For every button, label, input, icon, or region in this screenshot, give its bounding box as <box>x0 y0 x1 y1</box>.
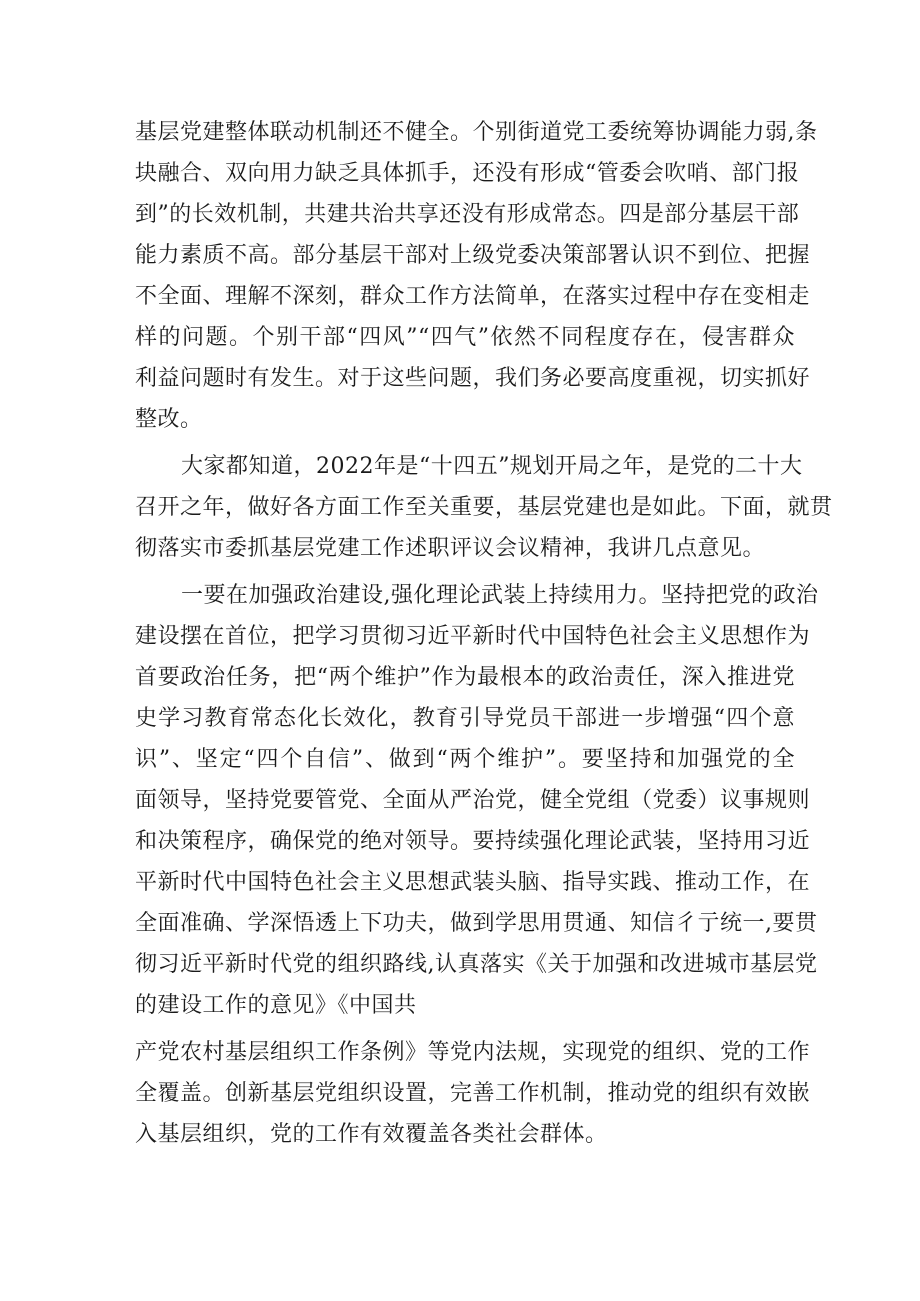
text-line: 入基层组织，党的工作有效覆盖各类社会群体。 <box>135 1122 608 1147</box>
text-line: 彻落实市委抓基层党建工作述职评议会议精神，我讲几点意见。 <box>135 536 766 561</box>
text-line: 识”、坚定“四个自信”、做到“两个维护”。要坚持和加强党的全 <box>135 747 795 772</box>
text-line: 块融合、双向用力缺乏具体抓手，还没有形成“管委会吹哨、部门报 <box>135 161 800 186</box>
text-line: 不全面、理解不深刻，群众工作方法简单，在落实过程中存在变相走 <box>135 284 811 309</box>
text-line: 史学习教育常态化长效化，教育引导党员干部进一步增强“四个意 <box>135 706 795 731</box>
text-line: 和决策程序，确保党的绝对领导。要持续强化理论武装，坚持用习近 <box>135 829 811 854</box>
text-line: 一要在加强政治建设,强化理论武装上持续用力。坚持把党的政治 <box>181 583 819 608</box>
text-line: 建设摆在首位，把学习贯彻习近平新时代中国特色社会主义思想作为 <box>135 624 811 649</box>
paragraph-political-building <box>135 575 819 1026</box>
text-line: 全覆盖。创新基层党组织设置，完善工作机制，推动党的组织有效嵌 <box>135 1081 811 1106</box>
text-line: 整改。 <box>135 407 203 432</box>
text-line: 到”的长效机制，共建共治共享还没有形成常态。四是部分基层干部 <box>135 202 800 227</box>
text-line: 面领导，坚持党要管党、全面从严治党，健全党组（党委）议事规则 <box>135 788 811 813</box>
text-line: 召开之年，做好各方面工作至关重要，基层党建也是如此。下面，就贯 <box>135 495 833 520</box>
document-body <box>135 112 833 1155</box>
text-line: 能力素质不高。部分基层干部对上级党委决策部署认识不到位、把握 <box>135 243 811 268</box>
text-line: 基层党建整体联动机制还不健全。个别街道党工委统筹协调能力弱,条 <box>135 120 818 145</box>
text-line: 首要政治任务，把“两个维护”作为最根本的政治责任，深入推进党 <box>135 665 795 690</box>
text-line: 利益问题时有发生。对于这些问题，我们务必要高度重视，切实抓好 <box>135 366 811 391</box>
paragraph-continuation <box>135 1032 811 1155</box>
text-line: 全面准确、学深悟透上下功夫，做到学思用贯通、知信彳亍统一,要贯 <box>135 911 818 936</box>
text-line: 产党农村基层组织工作条例》等党内法规，实现党的组织、党的工作 <box>135 1040 811 1065</box>
text-line: 彻习近平新时代党的组织路线,认真落实《关于加强和改进城市基层党 <box>135 952 818 977</box>
paragraph-intro <box>135 446 833 569</box>
text-line: 的建设工作的意见》《中国共 <box>135 993 417 1018</box>
text-line: 大家都知道，2022年是“十四五”规划开局之年，是党的二十大 <box>181 454 803 479</box>
text-line: 样的问题。个别干部“四风”“四气”依然不同程度存在，侵害群众 <box>135 325 795 350</box>
paragraph-problems <box>135 112 818 440</box>
text-line: 平新时代中国特色社会主义思想武装头脑、指导实践、推动工作，在 <box>135 870 811 895</box>
